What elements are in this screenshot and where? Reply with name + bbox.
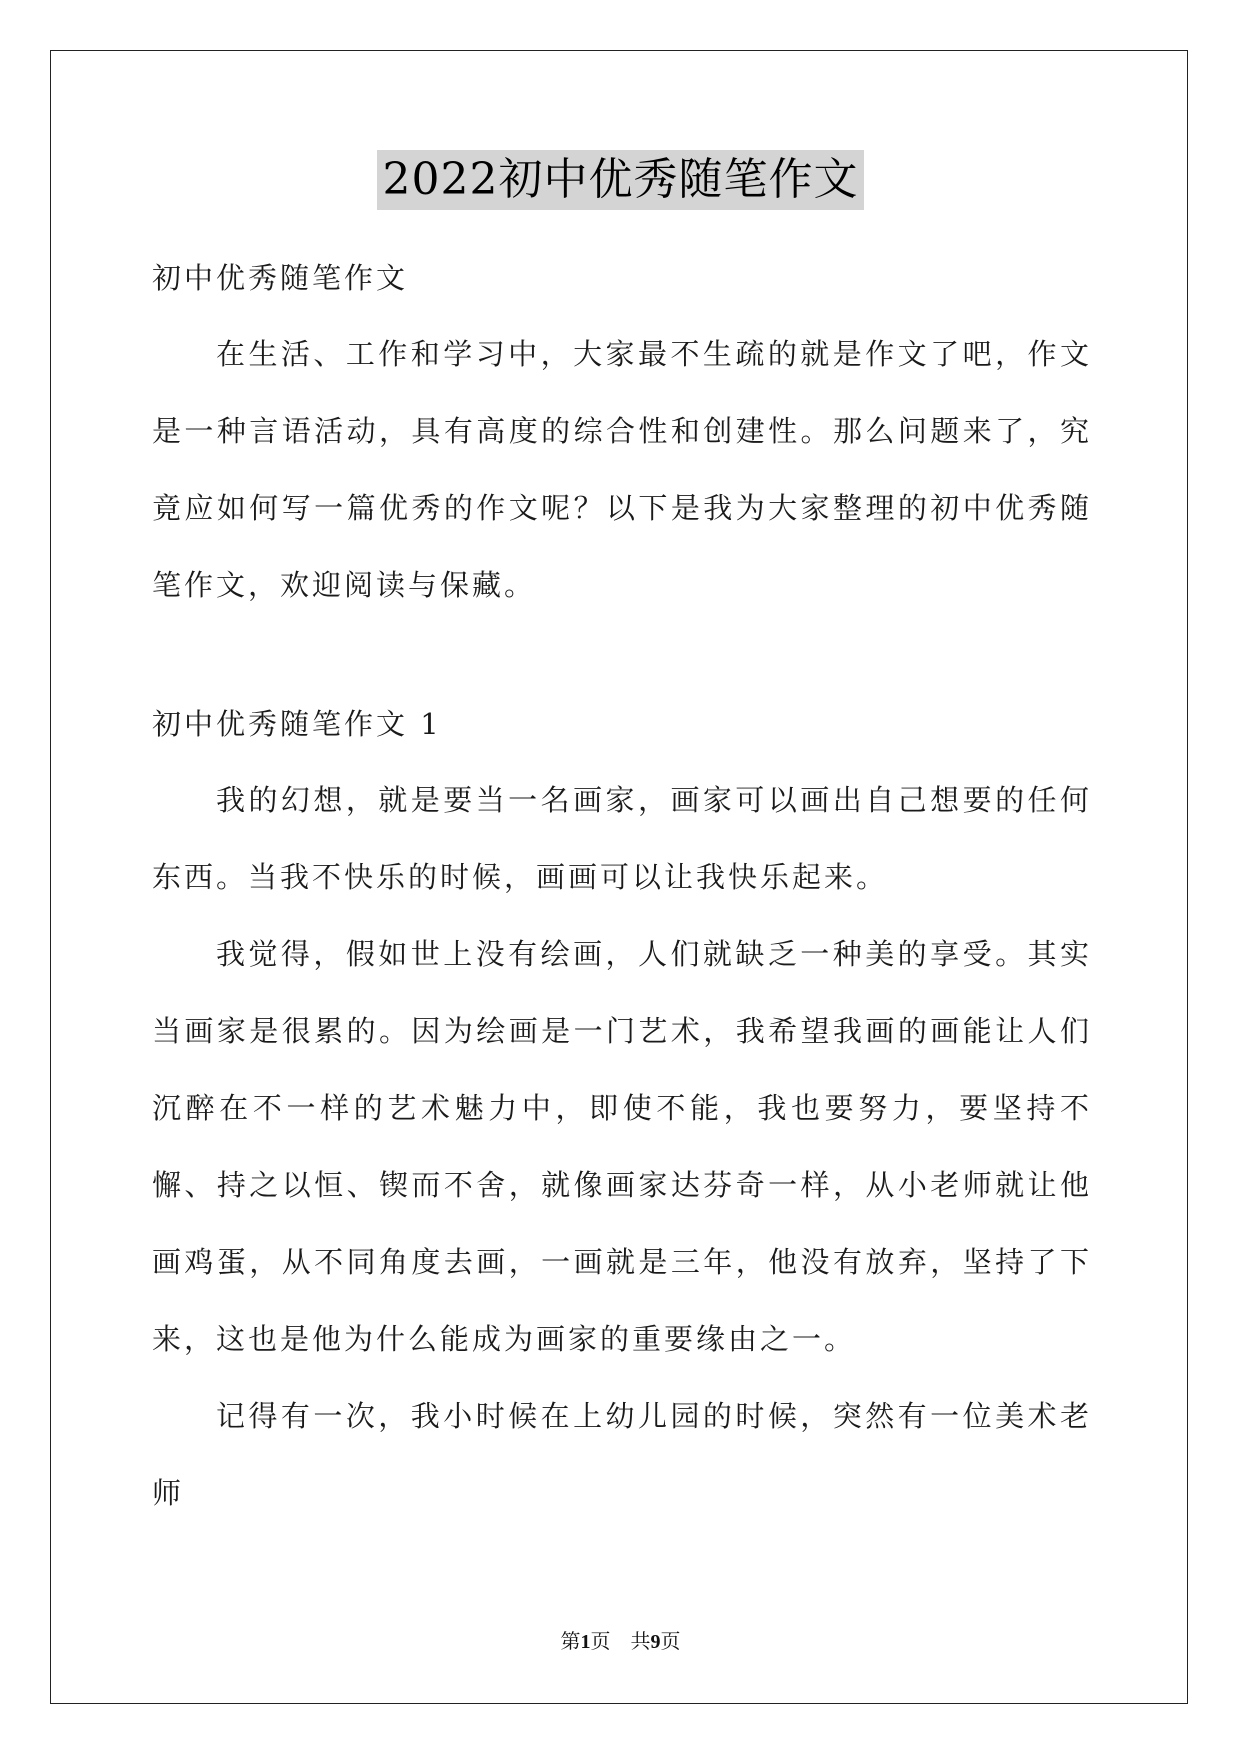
footer-page-prefix: 第 — [560, 1629, 581, 1653]
body-paragraph: 我觉得，假如世上没有绘画，人们就缺乏一种美的享受。其实当画家是很累的。因为绘画是一门艺术，我希望我画的画能让人们沉醉在不一样的艺术魅力中，即使不能，我也要努力，要坚持不懈、持之以恒、锲而不舍，就像画家达芬奇一样，从小老师就让他画鸡蛋，从不同角度去画，一画就是三年，他没有放弃，坚持了下来，这也是他为什么能成为画家的重要缘由之一。 — [152, 937, 1092, 1356]
title-container — [0, 150, 1241, 210]
document-title: 2022初中优秀随笔作文 — [377, 150, 865, 210]
page-footer — [0, 1625, 1241, 1654]
footer-page-mid: 页 共 — [590, 1629, 651, 1653]
intro-heading: 初中优秀随笔作文 — [152, 261, 409, 295]
footer-page-suffix: 页 — [660, 1629, 681, 1653]
document-body — [152, 240, 1092, 1532]
body-paragraph: 我的幻想，就是要当一名画家，画家可以画出自己想要的任何东西。当我不快乐的时候，画画可以让我快乐起来。 — [152, 783, 1092, 894]
footer-page-total: 9 — [650, 1631, 661, 1653]
section-spacer — [152, 624, 1092, 686]
footer-page-current: 1 — [580, 1631, 591, 1653]
intro-paragraph: 在生活、工作和学习中，大家最不生疏的就是作文了吧，作文是一种言语活动，具有高度的综合性和创建性。那么问题来了，究竟应如何写一篇优秀的作文呢？以下是我为大家整理的初中优秀随笔作文，欢迎阅读与保藏。 — [152, 337, 1092, 602]
body-paragraph: 记得有一次，我小时候在上幼儿园的时候，突然有一位美术老师 — [152, 1399, 1092, 1510]
section-heading: 初中优秀随笔作文 1 — [152, 707, 442, 741]
